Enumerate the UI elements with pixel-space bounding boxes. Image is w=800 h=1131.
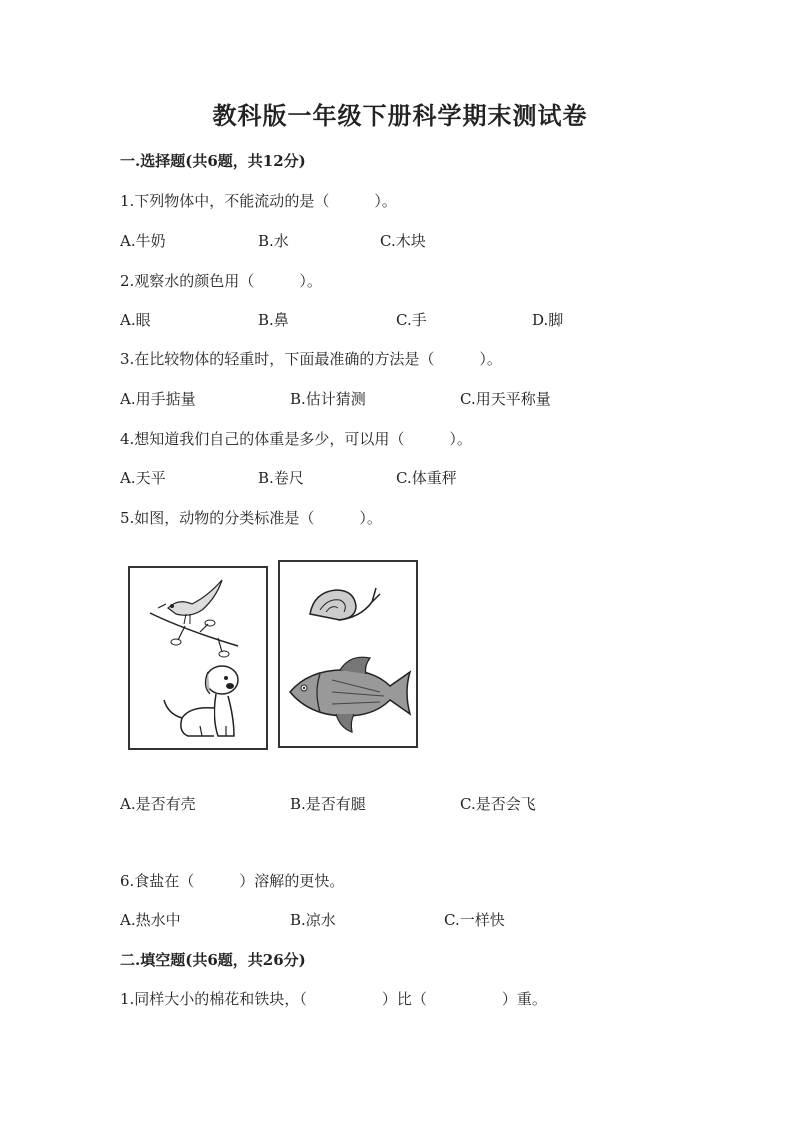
- section-heading-fill: 二.填空题(共6题，共26分): [120, 951, 306, 969]
- option-1c: C.木块: [380, 232, 426, 250]
- option-6a: A.热水中: [120, 911, 181, 929]
- question-5: 5.如图，动物的分类标准是（ ）。: [120, 509, 382, 527]
- option-6b: B.凉水: [290, 911, 336, 929]
- option-4c: C.体重秤: [396, 469, 457, 487]
- option-2c: C.手: [396, 311, 427, 329]
- option-5a: A.是否有壳: [120, 795, 196, 813]
- option-3a: A.用手掂量: [120, 390, 196, 408]
- option-2d: D.脚: [532, 311, 564, 329]
- option-3b: B.估计猜测: [290, 390, 366, 408]
- page-title: 教科版一年级下册科学期末测试卷: [212, 101, 588, 130]
- question-1: 1.下列物体中，不能流动的是（ ）。: [120, 192, 397, 210]
- animal-classification-figure: [126, 558, 421, 753]
- section-heading-choice: 一.选择题(共6题，共12分): [120, 152, 306, 170]
- figure-panel-left: [128, 566, 268, 750]
- option-4b: B.卷尺: [258, 469, 304, 487]
- option-5c: C.是否会飞: [460, 795, 536, 813]
- question-4: 4.想知道我们自己的体重是多少，可以用（ ）。: [120, 430, 472, 448]
- figure-panel-right: [278, 560, 418, 748]
- question-3: 3.在比较物体的轻重时，下面最准确的方法是（ ）。: [120, 350, 502, 368]
- question-6: 6.食盐在（ ）溶解的更快。: [120, 872, 345, 890]
- option-6c: C.一样快: [444, 911, 505, 929]
- bird-and-dog-drawing: [130, 568, 266, 748]
- option-2b: B.鼻: [258, 311, 289, 329]
- option-2a: A.眼: [120, 311, 151, 329]
- option-3c: C.用天平称量: [460, 390, 551, 408]
- fill-question-1: 1.同样大小的棉花和铁块，（ ）比（ ）重。: [120, 990, 547, 1008]
- snail-and-fish-drawing: [280, 562, 416, 746]
- option-4a: A.天平: [120, 469, 166, 487]
- option-5b: B.是否有腿: [290, 795, 366, 813]
- question-2: 2.观察水的颜色用（ ）。: [120, 272, 322, 290]
- option-1b: B.水: [258, 232, 289, 250]
- option-1a: A.牛奶: [120, 232, 166, 250]
